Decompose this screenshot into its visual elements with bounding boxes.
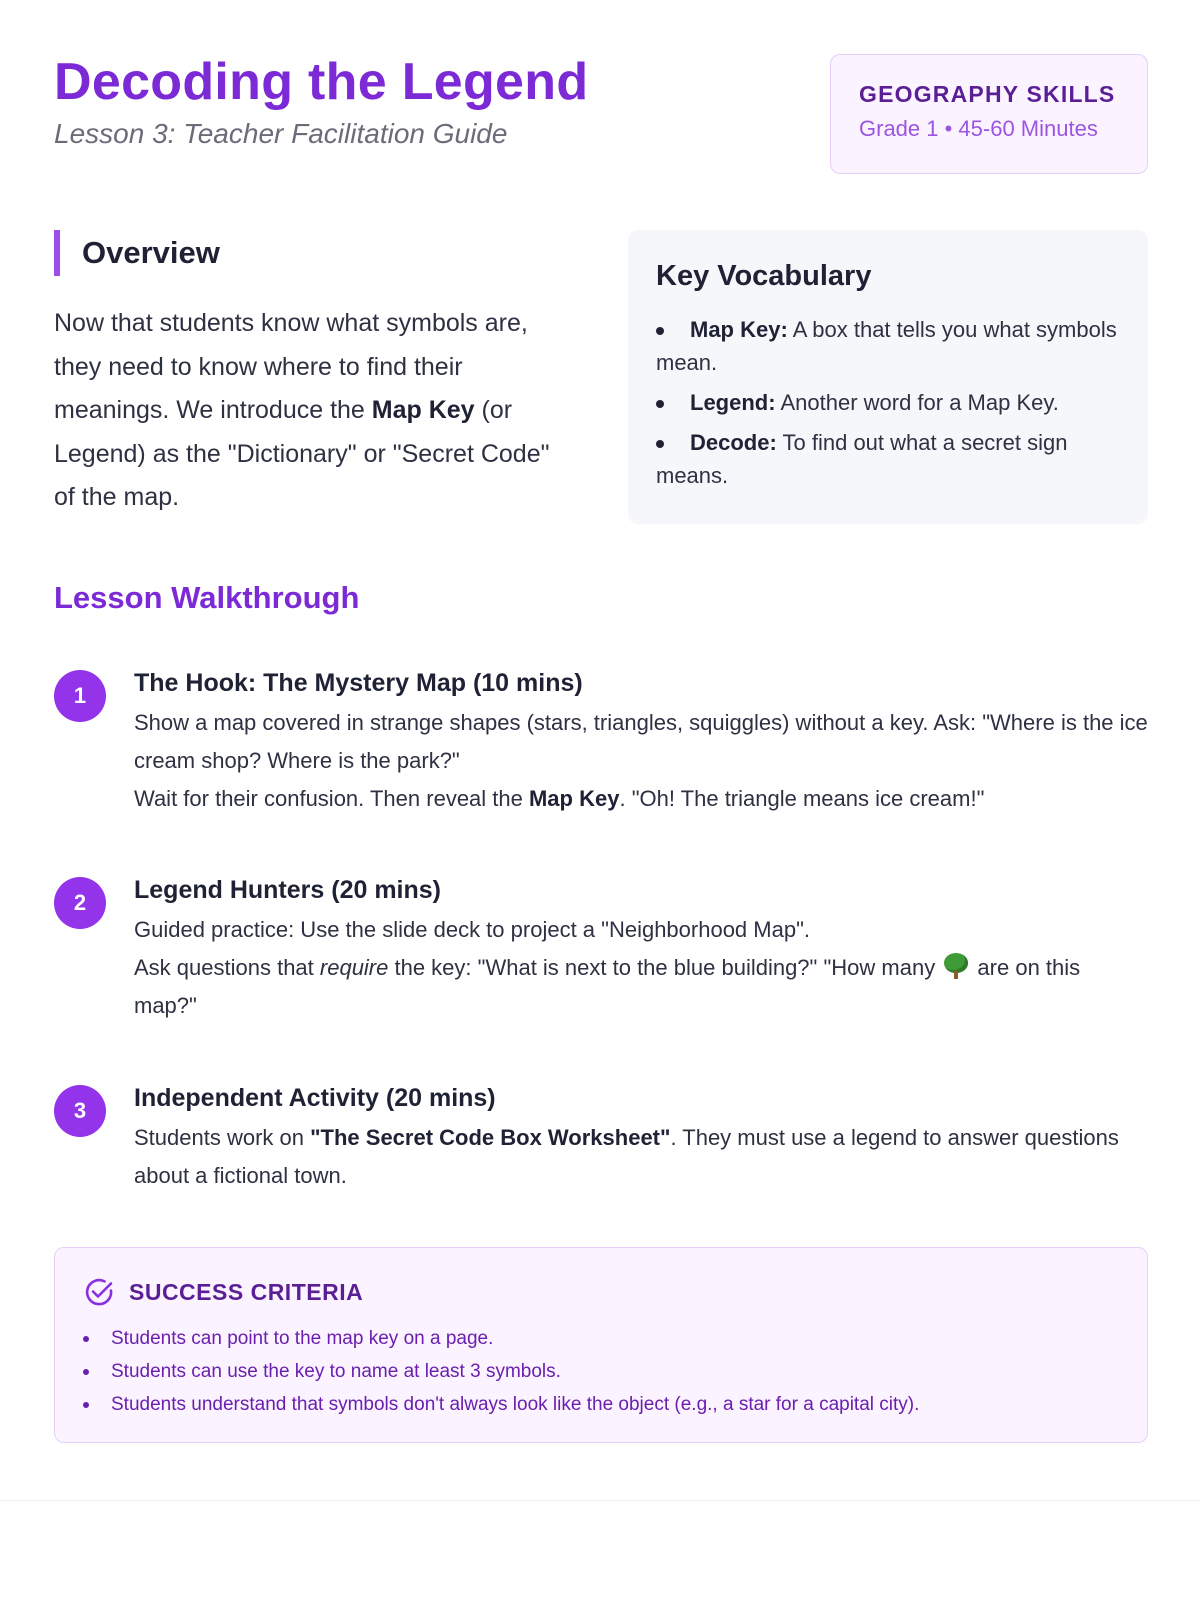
step-number-badge: 1 bbox=[54, 670, 106, 722]
vocab-definition: A box that tells you what symbols mean. bbox=[656, 317, 1117, 375]
badge-meta: Grade 1 • 45-60 Minutes bbox=[859, 116, 1098, 141]
success-item bbox=[83, 1355, 1147, 1388]
subject-badge bbox=[830, 54, 1148, 174]
overview-section bbox=[54, 230, 574, 520]
step-content bbox=[134, 1081, 1148, 1195]
step-line-bold: "The Secret Code Box Worksheet" bbox=[310, 1125, 671, 1150]
bullet-icon bbox=[656, 440, 664, 448]
step-line-after: . They must use a legend to answer questions about a fictional town. bbox=[134, 1125, 1119, 1188]
vocab-item bbox=[656, 386, 1122, 419]
success-item bbox=[83, 1388, 1147, 1421]
success-item bbox=[83, 1322, 1147, 1355]
success-list bbox=[83, 1322, 1147, 1421]
bullet-icon bbox=[83, 1369, 89, 1375]
step-line-before: Wait for their confusion. Then reveal the bbox=[134, 786, 529, 811]
badge-label: GEOGRAPHY SKILLS bbox=[859, 81, 1116, 107]
step-title: Legend Hunters (20 mins) bbox=[134, 876, 441, 904]
overview-text-before: Now that students know what symbols are, they need to know where to find their meanings. We introduce the bbox=[54, 309, 528, 424]
step-line-before: Ask questions that bbox=[134, 955, 320, 980]
step-text bbox=[134, 911, 1148, 1025]
page-title: Decoding the Legend bbox=[54, 53, 589, 111]
bullet-icon bbox=[656, 400, 664, 408]
step-title: The Hook: The Mystery Map (10 mins) bbox=[134, 669, 583, 697]
step-line-before: Students work on bbox=[134, 1125, 311, 1150]
step-line-after: . "Oh! The triangle means ice cream!" bbox=[619, 786, 985, 811]
vocab-definition: To find out what a secret sign means. bbox=[656, 430, 1068, 488]
step-line-mid: the key: "What is next to the blue building?" "How many bbox=[388, 955, 942, 980]
vocab-term: Decode: bbox=[690, 430, 777, 455]
overview-text bbox=[54, 302, 574, 520]
step-content bbox=[134, 666, 1148, 818]
step-line: Guided practice: Use the slide deck to project a "Neighborhood Map". bbox=[134, 917, 810, 942]
vocab-heading: Key Vocabulary bbox=[656, 260, 872, 292]
bullet-icon bbox=[83, 1402, 89, 1408]
success-criteria-box bbox=[54, 1247, 1148, 1443]
vocab-item bbox=[656, 313, 1122, 379]
vocab-definition: Another word for a Map Key. bbox=[775, 390, 1059, 415]
step-line-after: are on this map?" bbox=[134, 955, 1081, 1018]
step-number-badge: 3 bbox=[54, 1085, 106, 1137]
bullet-icon bbox=[656, 327, 664, 335]
walkthrough-heading: Lesson Walkthrough bbox=[54, 580, 360, 615]
footer-divider bbox=[0, 1500, 1200, 1501]
step-content bbox=[134, 873, 1148, 1025]
step-title: Independent Activity (20 mins) bbox=[134, 1084, 496, 1112]
page-subtitle: Lesson 3: Teacher Facilitation Guide bbox=[54, 118, 508, 149]
vocab-item bbox=[656, 426, 1122, 492]
key-vocabulary-box bbox=[628, 230, 1148, 524]
overview-heading: Overview bbox=[54, 230, 574, 276]
step-text bbox=[134, 1119, 1148, 1195]
check-circle-icon bbox=[83, 1276, 115, 1308]
vocab-list bbox=[656, 313, 1122, 492]
tree-icon bbox=[943, 953, 969, 979]
vocab-term: Legend: bbox=[690, 390, 776, 415]
overview-text-bold: Map Key bbox=[371, 396, 475, 424]
page-header bbox=[54, 52, 1148, 182]
success-header bbox=[83, 1276, 1147, 1308]
bullet-icon bbox=[83, 1336, 89, 1342]
vocab-term: Map Key: bbox=[690, 317, 788, 342]
step-line-italic: require bbox=[319, 955, 389, 980]
step-line: Show a map covered in strange shapes (stars, triangles, squiggles) without a key. Ask: "Where is the ice cream shop? Where is the park?" bbox=[134, 710, 1148, 773]
step-text bbox=[134, 704, 1148, 818]
success-item-text: Students understand that symbols don't always look like the object (e.g., a star for a capital city). bbox=[111, 1394, 920, 1415]
success-item-text: Students can use the key to name at least 3 symbols. bbox=[111, 1361, 561, 1382]
success-item-text: Students can point to the map key on a page. bbox=[111, 1328, 494, 1349]
step-number-badge: 2 bbox=[54, 877, 106, 929]
success-title: SUCCESS CRITERIA bbox=[129, 1278, 364, 1305]
step-line-bold: Map Key bbox=[528, 786, 620, 811]
overview-text-after: (or Legend) as the "Dictionary" or "Secret Code" of the map. bbox=[54, 396, 550, 511]
